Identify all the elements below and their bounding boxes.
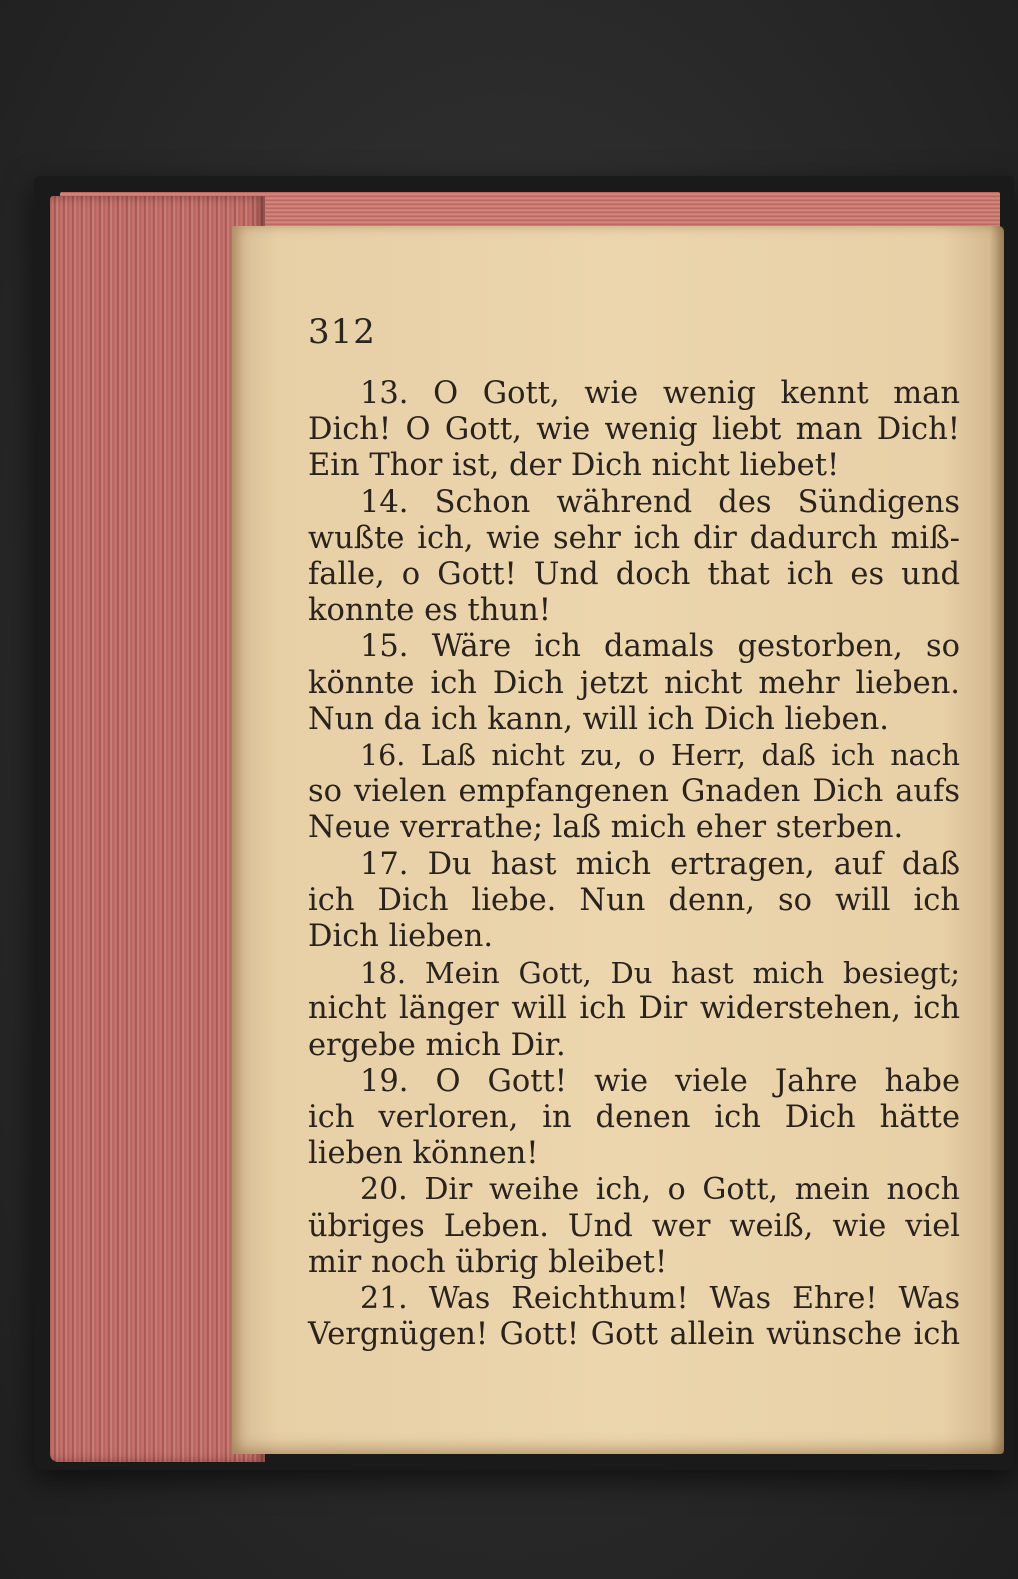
page-gutter-shadow xyxy=(990,226,1004,1454)
text-line: 18. Mein Gott, Du hast mich besiegt; xyxy=(360,956,960,991)
text-line: 19. O Gott! wie viele Jahre habe xyxy=(360,1063,960,1099)
text-line: lieben können! xyxy=(308,1136,539,1172)
text-line: wußte ich, wie sehr ich dir dadurch miß- xyxy=(308,520,960,556)
text-line: übriges Leben. Und wer weiß, wie viel xyxy=(308,1208,960,1244)
text-line: 16. Laß nicht zu, o Herr, daß ich nach xyxy=(360,739,960,773)
text-line: ergebe mich Dir. xyxy=(308,1027,566,1063)
book-page xyxy=(232,226,1004,1454)
text-line: ich Dich liebe. Nun denn, so will ich xyxy=(308,882,960,918)
text-line: 21. Was Reichthum! Was Ehre! Was xyxy=(360,1281,960,1317)
page-text xyxy=(308,376,960,1353)
page-number: 312 xyxy=(308,312,376,352)
text-line: konnte es thun! xyxy=(308,593,551,629)
text-line: Vergnügen! Gott! Gott allein wünsche ich xyxy=(308,1317,960,1353)
text-line: Neue verrathe; laß mich eher sterben. xyxy=(308,810,904,846)
text-line: so vielen empfangenen Gnaden Dich aufs xyxy=(308,774,960,810)
text-line: 20. Dir weihe ich, o Gott, mein noch xyxy=(360,1172,960,1208)
text-line: Dich lieben. xyxy=(308,919,494,955)
text-line: 14. Schon während des Sündigens xyxy=(360,484,960,520)
text-line: 13. O Gott, wie wenig kennt man xyxy=(360,376,960,411)
text-line: 15. Wäre ich damals gestorben, so xyxy=(360,629,960,665)
text-line: 17. Du hast mich ertragen, auf daß xyxy=(360,846,960,882)
text-line: Dich! O Gott, wie wenig liebt man Dich! xyxy=(308,412,960,448)
text-line: nicht länger will ich Dir widerstehen, ich xyxy=(308,991,960,1027)
text-line: falle, o Gott! Und doch that ich es und xyxy=(308,557,960,593)
text-line: Nun da ich kann, will ich Dich lieben. xyxy=(308,701,889,737)
text-line: könnte ich Dich jetzt nicht mehr lieben. xyxy=(308,665,960,701)
text-line: Ein Thor ist, der Dich nicht liebet! xyxy=(308,448,840,484)
text-line: ich verloren, in denen ich Dich hätte xyxy=(308,1100,960,1136)
text-line: mir noch übrig bleibet! xyxy=(308,1244,668,1280)
